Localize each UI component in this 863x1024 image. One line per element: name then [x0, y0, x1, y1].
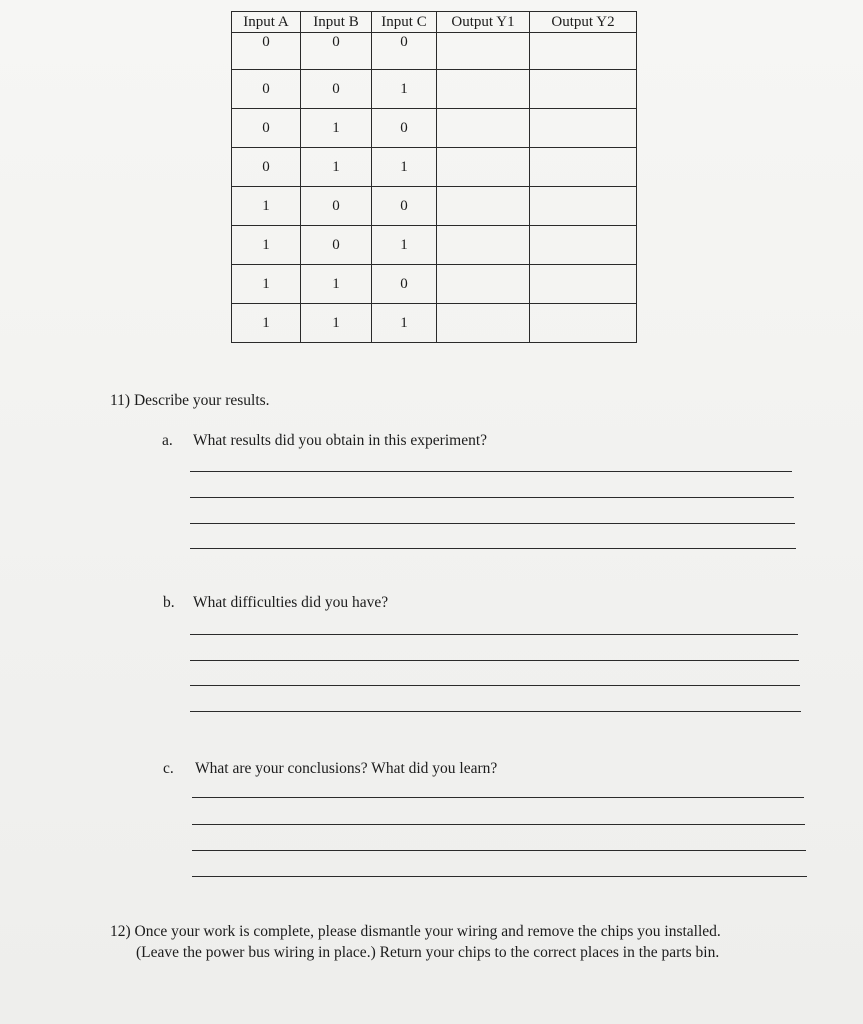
question-b-text: What difficulties did you have?	[193, 594, 389, 611]
question-a-marker: a.	[162, 432, 173, 449]
cell-output-y2[interactable]	[530, 70, 637, 109]
cell-input-a: 1	[232, 187, 301, 226]
table-row	[232, 187, 637, 226]
header-input-a: Input A	[232, 12, 301, 33]
cell-input-a: 1	[232, 265, 301, 304]
cell-input-a: 0	[232, 109, 301, 148]
table-row	[232, 226, 637, 265]
table-row	[232, 304, 637, 343]
answer-line-a4[interactable]	[190, 548, 796, 549]
cell-output-y2[interactable]	[530, 304, 637, 343]
answer-line-b4[interactable]	[190, 711, 801, 712]
cell-output-y2[interactable]	[530, 187, 637, 226]
cell-input-c: 0	[372, 109, 437, 148]
cell-output-y1[interactable]	[437, 109, 530, 148]
answer-line-b2[interactable]	[190, 660, 799, 661]
cell-output-y1[interactable]	[437, 226, 530, 265]
cell-input-c: 0	[372, 187, 437, 226]
cell-output-y1[interactable]	[437, 265, 530, 304]
cell-input-b: 0	[301, 226, 372, 265]
cell-input-b: 0	[301, 70, 372, 109]
question-12	[110, 921, 830, 963]
question-12-line-2: (Leave the power bus wiring in place.) Return your chips to the correct places in the parts bin.	[136, 944, 720, 961]
cell-output-y2[interactable]	[530, 226, 637, 265]
cell-input-b: 1	[301, 109, 372, 148]
table-row	[232, 70, 637, 109]
cell-input-a: 0	[232, 70, 301, 109]
header-input-c: Input C	[372, 12, 437, 33]
cell-output-y1[interactable]	[437, 148, 530, 187]
table-row	[232, 33, 637, 70]
question-11-title: 11) Describe your results.	[110, 392, 270, 409]
cell-output-y1[interactable]	[437, 187, 530, 226]
cell-input-c: 1	[372, 148, 437, 187]
cell-input-a: 0	[232, 148, 301, 187]
cell-input-c: 1	[372, 304, 437, 343]
answer-line-c4[interactable]	[192, 876, 807, 877]
cell-input-c: 0	[372, 265, 437, 304]
answer-line-c2[interactable]	[192, 824, 805, 825]
cell-input-b: 0	[301, 187, 372, 226]
table-row	[232, 265, 637, 304]
answer-line-a3[interactable]	[190, 523, 795, 524]
cell-input-c: 1	[372, 226, 437, 265]
table-row	[232, 109, 637, 148]
cell-input-c: 0	[372, 33, 437, 70]
header-output-y1: Output Y1	[437, 12, 530, 33]
answer-line-b3[interactable]	[190, 685, 800, 686]
question-a-text: What results did you obtain in this experiment?	[193, 432, 488, 449]
question-c-marker: c.	[163, 760, 174, 777]
answer-line-c3[interactable]	[192, 850, 806, 851]
cell-output-y2[interactable]	[530, 265, 637, 304]
cell-input-a: 1	[232, 304, 301, 343]
cell-output-y2[interactable]	[530, 109, 637, 148]
cell-input-c: 1	[372, 70, 437, 109]
cell-output-y1[interactable]	[437, 304, 530, 343]
question-b-marker: b.	[163, 594, 175, 611]
answer-line-b1[interactable]	[190, 634, 798, 635]
cell-input-a: 1	[232, 226, 301, 265]
table-row	[232, 148, 637, 187]
header-input-b: Input B	[301, 12, 372, 33]
cell-input-b: 1	[301, 148, 372, 187]
truth-table	[231, 11, 637, 343]
cell-output-y2[interactable]	[530, 33, 637, 70]
cell-input-a: 0	[232, 33, 301, 70]
question-c-text: What are your conclusions? What did you learn?	[195, 760, 498, 777]
cell-output-y1[interactable]	[437, 70, 530, 109]
cell-output-y2[interactable]	[530, 148, 637, 187]
cell-input-b: 1	[301, 304, 372, 343]
answer-line-a2[interactable]	[190, 497, 794, 498]
answer-line-c1[interactable]	[192, 797, 804, 798]
cell-output-y1[interactable]	[437, 33, 530, 70]
answer-line-a1[interactable]	[190, 471, 792, 472]
cell-input-b: 1	[301, 265, 372, 304]
cell-input-b: 0	[301, 33, 372, 70]
question-12-line-1: 12) Once your work is complete, please dismantle your wiring and remove the chips you installed.	[110, 923, 721, 940]
table-header-row	[232, 12, 637, 33]
header-output-y2: Output Y2	[530, 12, 637, 33]
